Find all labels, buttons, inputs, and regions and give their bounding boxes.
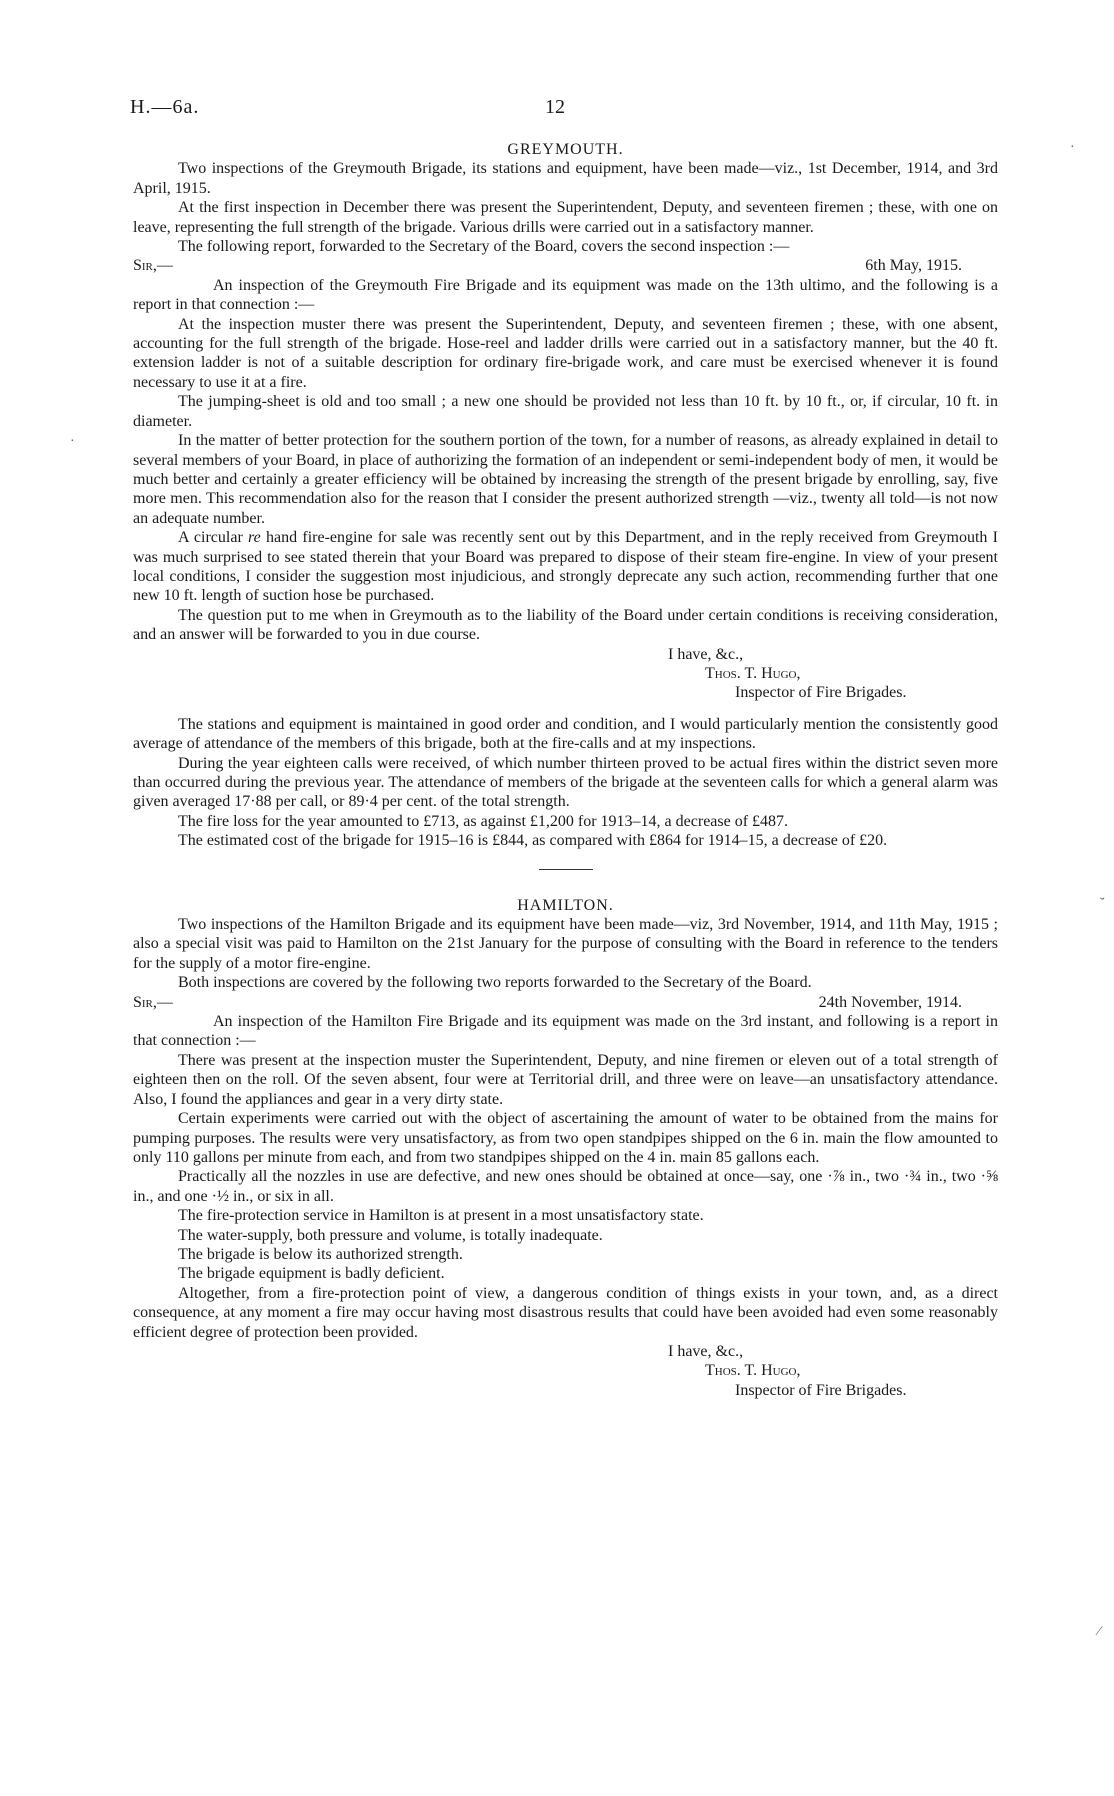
signature-title: Inspector of Fire Brigades. [735, 1381, 907, 1399]
greymouth-paragraph: Two inspections of the Greymouth Brigade, its stations and equipment, have been made—viz., 1st December, 1914, and 3rd April, 1915. [133, 160, 998, 197]
letter-paragraph: The fire-protection service in Hamilton is at present in a most unsatisfactory state. [178, 1207, 704, 1225]
signature-name: Thos. T. Hugo, [705, 664, 801, 682]
letter-paragraph: The question put to me when in Greymouth as to the liability of the Board under certain conditions is receiving consideration, and an answer will be forwarded to you in due course. [133, 606, 998, 644]
greymouth-paragraph: The estimated cost of the brigade for 1915–16 is £844, as compared with £864 for 1914–15, a decrease of £20. [178, 832, 888, 850]
letter-date: 6th May, 1915. [865, 257, 962, 275]
greymouth-paragraph: At the first inspection in December there was present the Superintendent, Deputy, and seventeen firemen ; these, with one on leave, representing the full strength of the brigade. Various drills were carried out in a satisfactory manner. [133, 199, 998, 236]
section-divider [539, 869, 593, 870]
letter-paragraph: An inspection of the Hamilton Fire Brigade and its equipment was made on the 3rd instant, and following is a report in that connection :— [133, 1013, 998, 1050]
letter-paragraph: An inspection of the Greymouth Fire Brigade and its equipment was made on the 13th ultimo, and the following is a report in that connection :— [133, 276, 998, 314]
letter-salutation: Sir,— [133, 257, 173, 275]
letter-paragraph: In the matter of better protection for the southern portion of the town, for a number of reasons, as already explained in detail to several members of your Board, in place of authorizing the formation of an independent or semi-independent body of men, it would be much better and certainly a greater efficiency will be obtained by increasing the strength of the present brigade by enrolling, say, five more men. This recommendation also for the reason that I consider the present authorized strength —viz., twenty all told—is not now an adequate number. [133, 432, 998, 527]
margin-mark: · [1070, 140, 1075, 155]
letter-salutation: Sir,— [133, 993, 173, 1011]
letter-text: hand fire-engine for sale was recently sent out by this Department, and in the reply received from Greymouth I was much surprised to see stated therein that your Board was prepared to dispose of their steam fire-engine. In view of your present local conditions, I consider the suggestion most injudicious, and strongly deprecate any such action, recommending further that one new 10 ft. length of suction hose be purchased. [133, 529, 999, 605]
letter-paragraph: At the inspection muster there was present the Superintendent, Deputy, and seventeen firemen ; these, with one absent, accounting for the full strength of the brigade. Hose-reel and ladder drills were carried out in a satisfactory manner, but the 40 ft. extension ladder is not of a suitable description for ordinary fire-brigade work, and care must be exercised whenever it is found necessary to use it at a fire. [133, 315, 998, 391]
letter-text: A circular [178, 529, 249, 547]
signature-closing: I have, &c., [668, 1342, 744, 1360]
letter-paragraph: Certain experiments were carried out with the object of ascertaining the amount of water to be obtained from the mains for pumping purposes. The results were very unsatisfactory, as from two open standpipes shipped on the 6 in. main the flow amounted to only 110 gallons per minute from each, and from two standpipes shipped on the 4 in. main 85 gallons each. [133, 1110, 998, 1166]
report-reference: H.—6a. [130, 96, 200, 118]
signature-title: Inspector of Fire Brigades. [735, 684, 907, 702]
letter-paragraph: The brigade equipment is badly deficient. [178, 1265, 445, 1283]
hamilton-paragraph: Both inspections are covered by the following two reports forwarded to the Secretary of the Board. [178, 974, 812, 992]
letter-paragraph [133, 528, 998, 606]
greymouth-paragraph: The following report, forwarded to the Secretary of the Board, covers the second inspection :— [178, 238, 790, 256]
letter-salutation-row [133, 993, 998, 1012]
margin-mark: · [70, 434, 75, 449]
greymouth-paragraph: During the year eighteen calls were received, of which number thirteen proved to be actual fires within the district seven more than occurred during the previous year. The attendance of members of the brigade at the seventeen calls for which a general alarm was given averaged 17·88 per call, or 89·4 per cent. of the total strength. [133, 754, 998, 811]
signature-name: Thos. T. Hugo, [705, 1362, 801, 1380]
greymouth-heading: GREYMOUTH. [507, 141, 624, 158]
greymouth-paragraph: The fire loss for the year amounted to £713, as against £1,200 for 1913–14, a decrease of £487. [178, 812, 789, 830]
letter-paragraph: Practically all the nozzles in use are defective, and new ones should be obtained at once—say, one ·⅞ in., two ·¾ in., two ·⅝ in., and one ·½ in., or six in all. [133, 1168, 998, 1205]
greymouth-section [133, 140, 998, 1400]
letter-paragraph: Altogether, from a fire-protection point of view, a dangerous condition of things exists in your town, and, as a direct consequence, at any moment a fire may occur having most disastrous results that could have been avoided had even some reasonably efficient degree of protection been provided. [133, 1284, 998, 1341]
margin-mark: ⁄ [1098, 1624, 1101, 1639]
signature-closing: I have, &c., [668, 645, 744, 663]
greymouth-paragraph: The stations and equipment is maintained in good order and condition, and I would particularly mention the consistently good average of attendance of the members of this brigade, both at the fire-calls and at my inspections. [133, 715, 998, 753]
hamilton-paragraph: Two inspections of the Hamilton Brigade and its equipment have been made—viz, 3rd November, 1914, and 11th May, 1915 ; also a special visit was paid to Hamilton on the 21st January for the purpose of consulting with the Board in reference to the tenders for the supply of a motor fire-engine. [133, 916, 998, 972]
letter-paragraph: The jumping-sheet is old and too small ; a new one should be provided not less than 10 ft. by 10 ft., or, if circular, 10 ft. in diameter. [133, 393, 998, 430]
letter-salutation-row [133, 256, 998, 275]
hamilton-heading: HAMILTON. [517, 896, 614, 914]
letter-paragraph: There was present at the inspection muster the Superintendent, Deputy, and nine firemen or eleven out of a total strength of eighteen then on the roll. Of the seven absent, four were at Territorial drill, and three were on leave—an unsatisfactory attendance. Also, I found the appliances and gear in a very dirty state. [133, 1051, 998, 1108]
letter-date: 24th November, 1914. [818, 993, 962, 1011]
letter-text-italic: re [248, 529, 261, 547]
page-number: 12 [545, 96, 565, 118]
letter-paragraph: The brigade is below its authorized strength. [178, 1245, 463, 1263]
letter-paragraph: The water-supply, both pressure and volume, is totally inadequate. [178, 1226, 603, 1244]
margin-mark: ˘ [1100, 896, 1105, 911]
